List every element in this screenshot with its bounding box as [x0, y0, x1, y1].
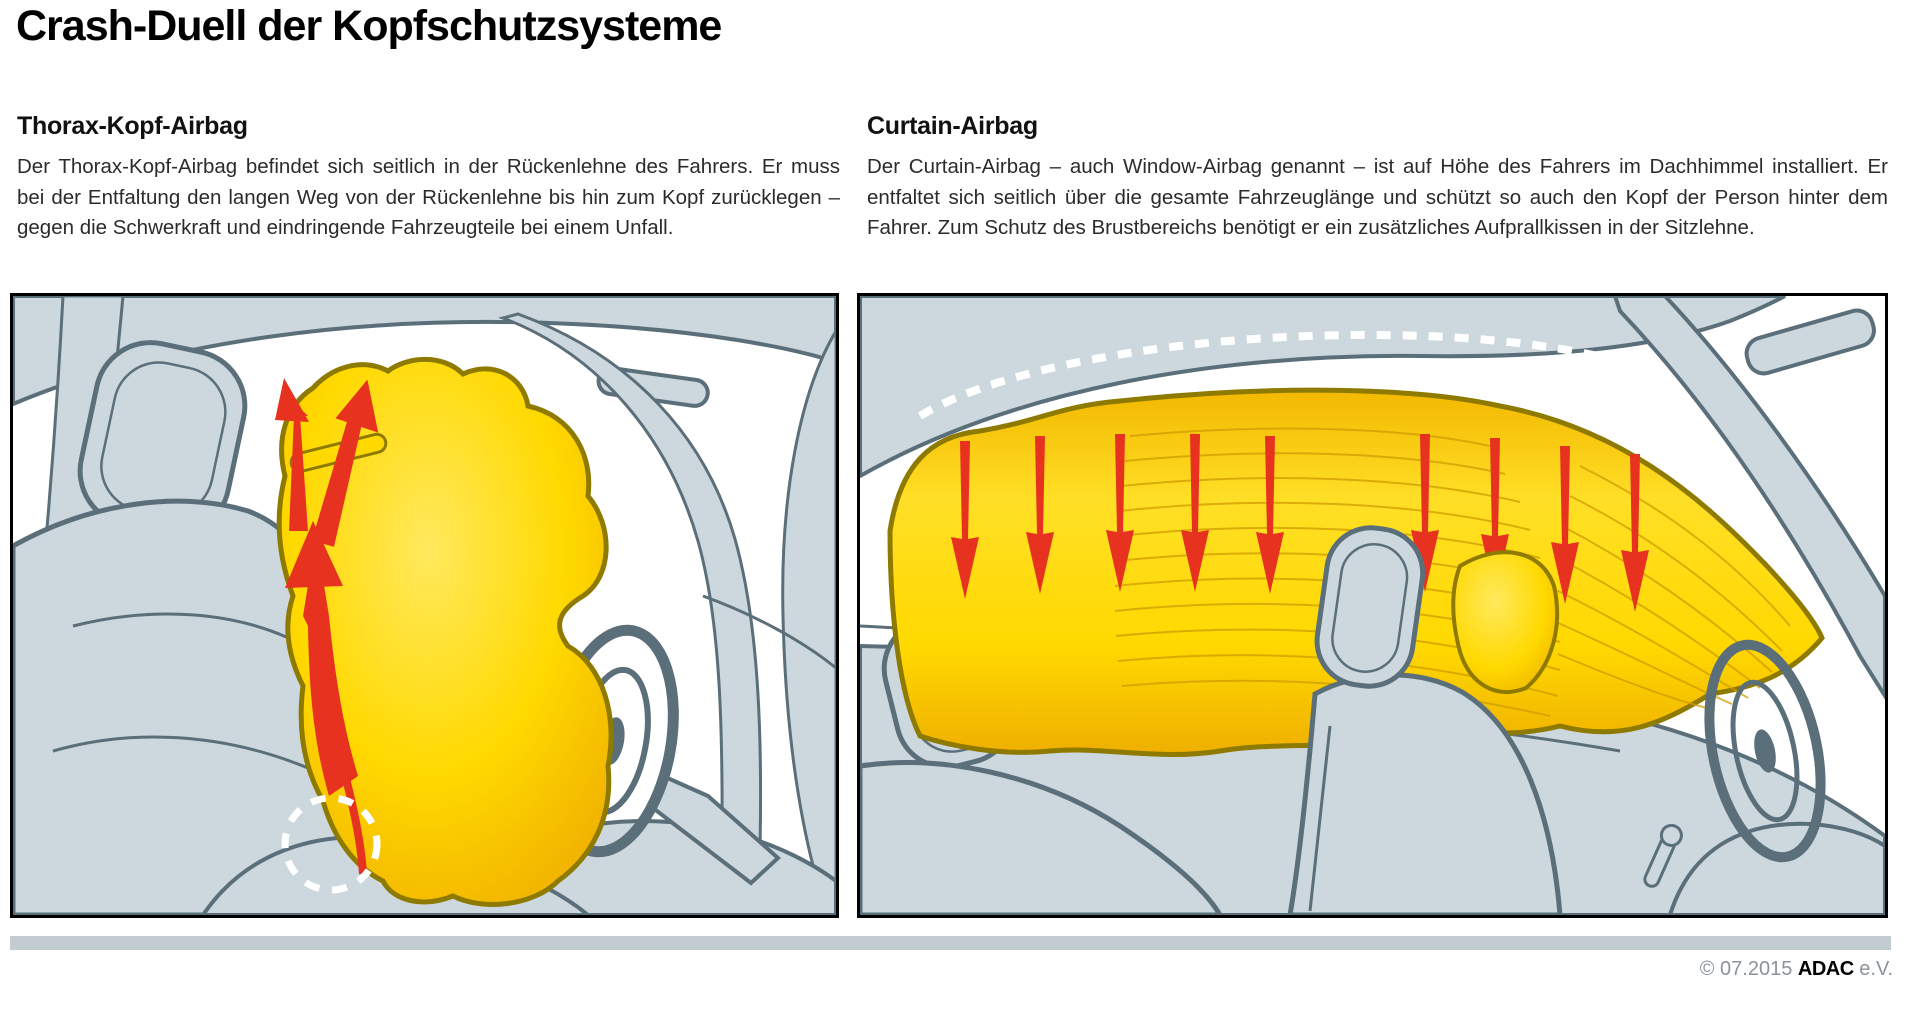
adac-logo-text: ADAC [1797, 958, 1854, 980]
copyright-line [1700, 958, 1893, 981]
column-thorax [17, 112, 840, 244]
thorax-cushion [1453, 552, 1557, 692]
thorax-description: Der Thorax-Kopf-Airbag befindet sich seitlich in der Rückenlehne des Fahrers. Er muss bei der Entfaltung den langen Weg von der Rückenlehne bis hin zum Kopf zurücklegen – gegen die Schwerkraft und eindringende Fahrzeugteile bei einem Unfall. [17, 155, 840, 239]
curtain-airbag-scene [860, 296, 1885, 915]
thorax-heading: Thorax-Kopf-Airbag [17, 112, 248, 140]
curtain-heading: Curtain-Airbag [867, 112, 1038, 140]
bottom-divider-bar [10, 936, 1891, 950]
page-title: Crash-Duell der Kopfschutzsysteme [16, 2, 722, 50]
copyright-suffix: e.V. [1853, 958, 1893, 980]
curtain-description: Der Curtain-Airbag – auch Window-Airbag genannt – ist auf Höhe des Fahrers im Dachhimmel installiert. Er entfaltet sich seitlich über die gesamte Fahrzeuglänge und schützt so auch den Kopf der Person hinter dem Fahrer. Zum Schutz des Brustbereichs benötigt er ein zusätzliches Aufprallkissen in der Sitzlehne. [867, 155, 1888, 239]
thorax-airbag-scene [13, 296, 836, 915]
curtain-airbag-illustration [857, 293, 1888, 918]
column-curtain [867, 112, 1888, 244]
thorax-airbag-illustration [10, 293, 839, 918]
copyright-date: © 07.2015 [1699, 958, 1798, 980]
